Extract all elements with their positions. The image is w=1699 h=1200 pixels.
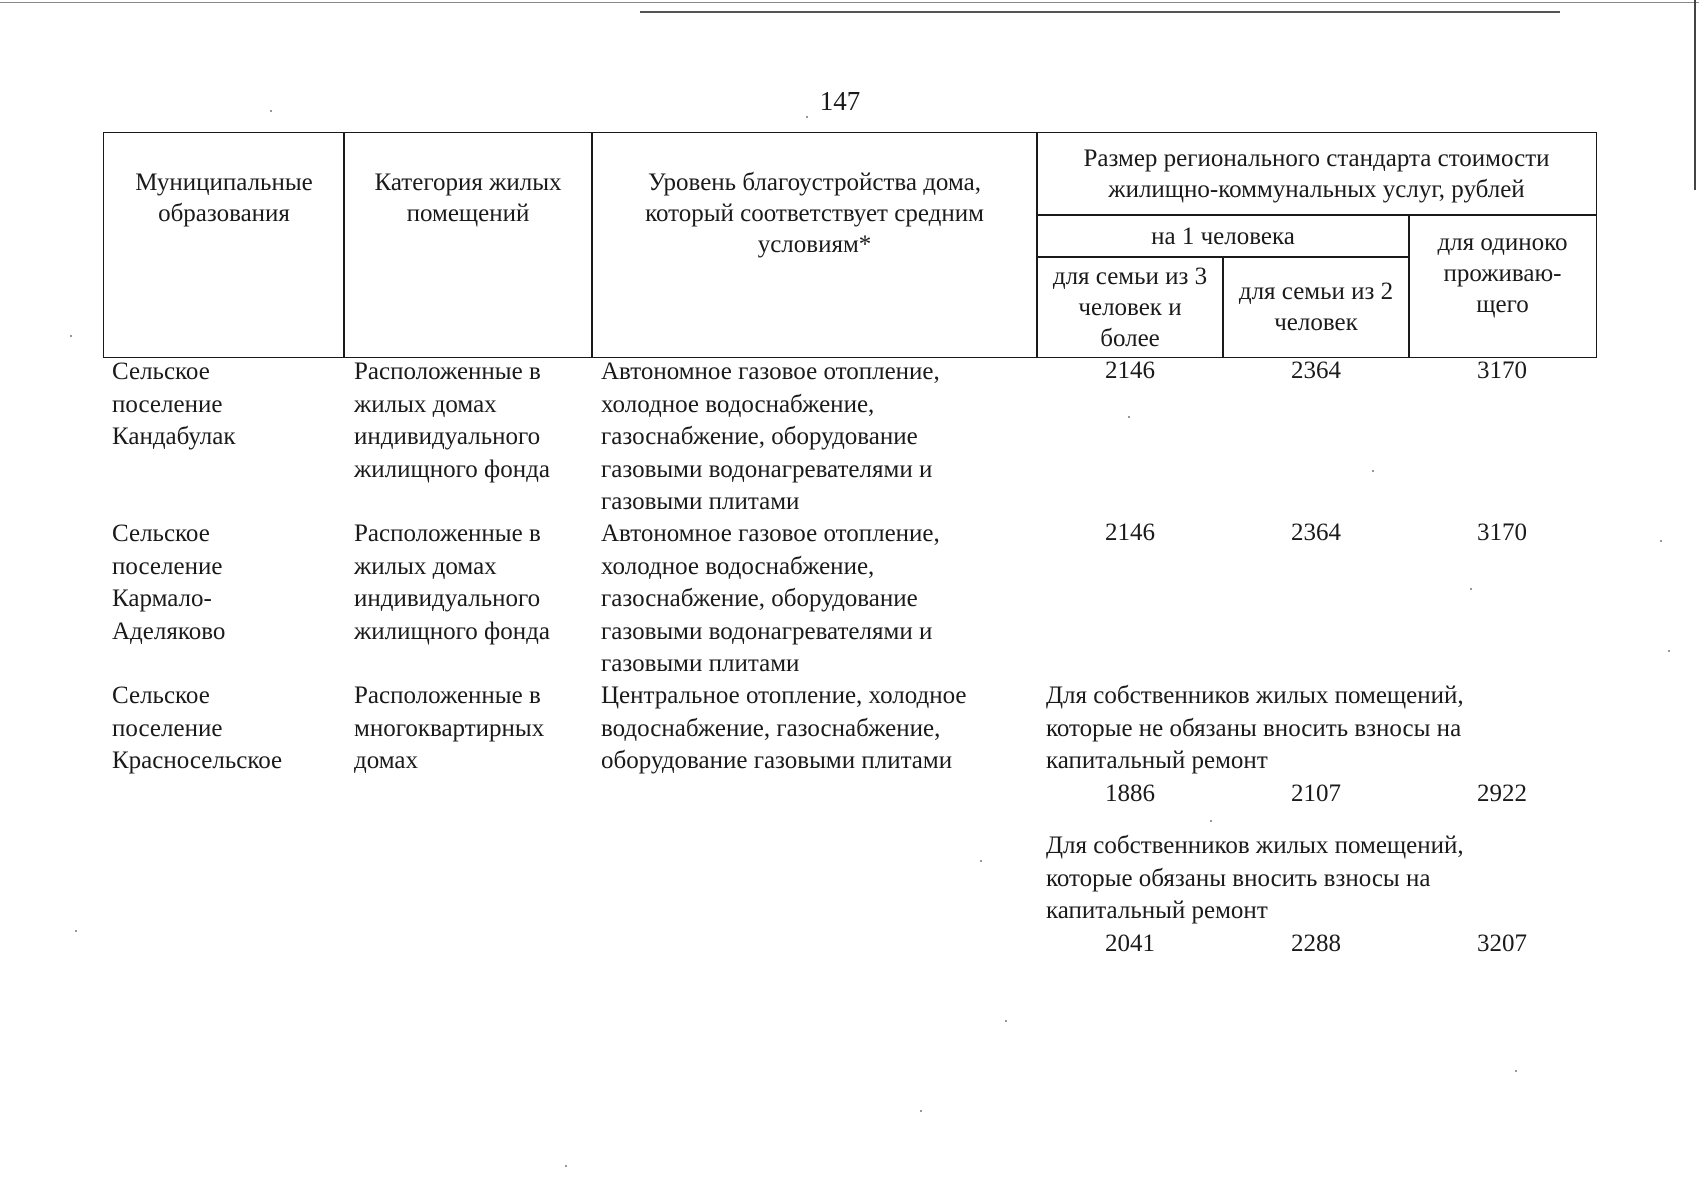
cell-level: газовыми водонагревателями и [601, 455, 933, 483]
scan-edge-line [0, 2, 1699, 3]
cell-category: Расположенные в [354, 520, 541, 547]
scan-speck [1005, 1020, 1007, 1022]
cell-category: жилищного фонда [354, 617, 550, 645]
value-family3: 2041 [1105, 929, 1155, 957]
value-family3: 2146 [1105, 357, 1155, 384]
cell-category: жилых домах [354, 390, 497, 418]
scan-speck [565, 1165, 567, 1167]
cell-level: Автономное газовое отопление, [601, 520, 940, 547]
value-single: 3170 [1477, 519, 1527, 546]
scan-speck [1128, 416, 1130, 418]
scan-speck [75, 930, 77, 932]
cell-owner-note: капитальный ремонт [1046, 897, 1268, 924]
cell-level: газоснабжение, оборудование [601, 423, 918, 450]
cell-category: жилых домах [354, 552, 497, 580]
scan-speck [1515, 1070, 1517, 1072]
scan-speck [1660, 540, 1662, 542]
cell-level: газовыми водонагревателями и [601, 617, 933, 645]
header-per-person: на 1 человека [1036, 214, 1410, 258]
cell-category: Расположенные в [354, 358, 541, 385]
cell-owner-note: Для собственников жилых помещений, [1046, 832, 1464, 859]
value-family3: 1886 [1105, 779, 1155, 807]
cell-owner-note: которые обязаны вносить взносы на [1046, 864, 1431, 892]
cell-municipality: Кандабулак [112, 423, 236, 450]
cell-municipality: Сельское [112, 358, 210, 385]
value-family2: 2364 [1291, 519, 1341, 546]
cell-level: газоснабжение, оборудование [601, 585, 918, 612]
cell-owner-note: которые не обязаны вносить взносы на [1046, 714, 1462, 742]
value-single: 3207 [1477, 929, 1527, 957]
cell-owner-note: капитальный ремонт [1046, 747, 1268, 774]
scan-speck [1210, 820, 1212, 822]
scan-right-edge [1694, 0, 1696, 190]
value-single: 2922 [1477, 779, 1527, 807]
cell-level: Автономное газовое отопление, [601, 358, 940, 385]
header-family3: для семьи из 3 человек и более [1036, 256, 1224, 358]
cell-municipality: поселение [112, 714, 223, 742]
header-standard: Размер регионального стандарта стоимости жилищно-коммунальных услуг, рублей [1036, 132, 1597, 216]
scan-speck [1372, 470, 1374, 472]
cell-municipality: Красносельское [112, 747, 283, 774]
cell-level: Центральное отопление, холодное [601, 682, 967, 709]
cell-category: индивидуального [354, 423, 541, 450]
cell-category: жилищного фонда [354, 455, 550, 483]
cell-category: Расположенные в [354, 682, 541, 709]
scan-speck [980, 860, 982, 862]
page-number: 147 [819, 86, 861, 116]
header-level: Уровень благоустройства дома, который соответствует средним условиям* [591, 132, 1038, 358]
value-family2: 2288 [1291, 929, 1341, 957]
cell-owner-note: Для собственников жилых помещений, [1046, 682, 1464, 709]
value-family2: 2364 [1291, 357, 1341, 384]
cell-category: многоквартирных [354, 714, 545, 742]
cell-municipality: поселение [112, 390, 223, 418]
header-category: Категория жилых помещений [343, 132, 593, 358]
scan-speck [70, 335, 72, 337]
value-family2: 2107 [1291, 779, 1341, 807]
cell-level: газовыми плитами [601, 650, 800, 677]
cell-level: газовыми плитами [601, 488, 800, 515]
header-family2: для семьи из 2 человек [1222, 256, 1410, 358]
header-municipality: Муниципальные образования [103, 132, 345, 358]
scan-speck [1668, 650, 1670, 652]
scan-speck [270, 110, 272, 112]
cell-level: холодное водоснабжение, [601, 390, 875, 418]
cell-municipality: Сельское [112, 682, 210, 709]
cell-municipality: Кармало- [112, 585, 212, 612]
cell-level: холодное водоснабжение, [601, 552, 875, 580]
value-family3: 2146 [1105, 519, 1155, 546]
cell-municipality: поселение [112, 552, 223, 580]
cell-level: водоснабжение, газоснабжение, [601, 714, 941, 742]
scan-speck [920, 1110, 922, 1112]
value-single: 3170 [1477, 357, 1527, 384]
cell-municipality: Аделяково [112, 617, 226, 645]
scan-speck [1470, 588, 1472, 590]
header-single: для одиноко проживаю-щего [1408, 214, 1597, 358]
cell-level: оборудование газовыми плитами [601, 747, 953, 774]
scan-dash-line [640, 11, 1560, 13]
cell-category: домах [354, 747, 418, 774]
cell-municipality: Сельское [112, 520, 210, 547]
cell-category: индивидуального [354, 585, 541, 612]
